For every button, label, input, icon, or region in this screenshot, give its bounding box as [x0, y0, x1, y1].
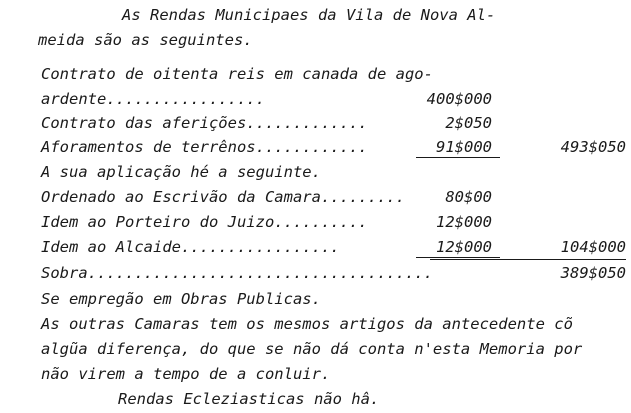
application-heading: A sua aplicação hé a seguinte.: [41, 163, 321, 181]
income-total: 493$050: [560, 138, 626, 156]
expense-total: 104$000: [560, 238, 626, 256]
surplus-label: Sobra.....................................: [41, 264, 433, 282]
expense-item-2-label: Idem ao Porteiro do Juizo..........: [41, 213, 368, 231]
income-item-2-amount: 2$050: [445, 114, 492, 132]
income-item-3-amount: 91$000: [436, 138, 492, 156]
expense-item-1-label: Ordenado ao Escrivão da Camara.........: [41, 188, 405, 206]
paragraph-line-4: não virem a tempo de a conluir.: [41, 365, 331, 383]
expense-subtotal-rule: [416, 257, 500, 258]
income-subtotal-rule: [416, 157, 500, 158]
income-item-1-line-2: ardente.................: [41, 90, 265, 108]
paragraph-line-3: algũa diferença, do que se não dá conta n'esta Memoria por: [41, 340, 583, 358]
expense-item-2-amount: 12$000: [436, 213, 492, 231]
income-item-3-label: Aforamentos de terrênos............: [41, 138, 368, 156]
closing-line: Rendas Ecleziasticas não hâ.: [118, 390, 380, 408]
expense-item-3-label: Idem ao Alcaide.................: [41, 238, 340, 256]
expense-total-rule: [430, 259, 626, 260]
heading-line-2: meida são as seguintes.: [38, 31, 253, 49]
income-item-1-amount: 400$000: [426, 90, 492, 108]
income-item-1-line-1: Contrato de oitenta reis em canada de ago-: [41, 65, 433, 83]
expense-item-1-amount: 80$00: [445, 188, 492, 206]
paragraph-line-1: Se empregão em Obras Publicas.: [41, 290, 321, 308]
expense-item-3-amount: 12$000: [436, 238, 492, 256]
paragraph-line-2: As outras Camaras tem os mesmos artigos da antecedente cõ: [41, 315, 573, 333]
income-item-2-label: Contrato das aferições.............: [41, 114, 368, 132]
surplus-amount: 389$050: [560, 264, 626, 282]
heading-line-1: As Rendas Municipaes da Vila de Nova Al-: [122, 6, 496, 24]
